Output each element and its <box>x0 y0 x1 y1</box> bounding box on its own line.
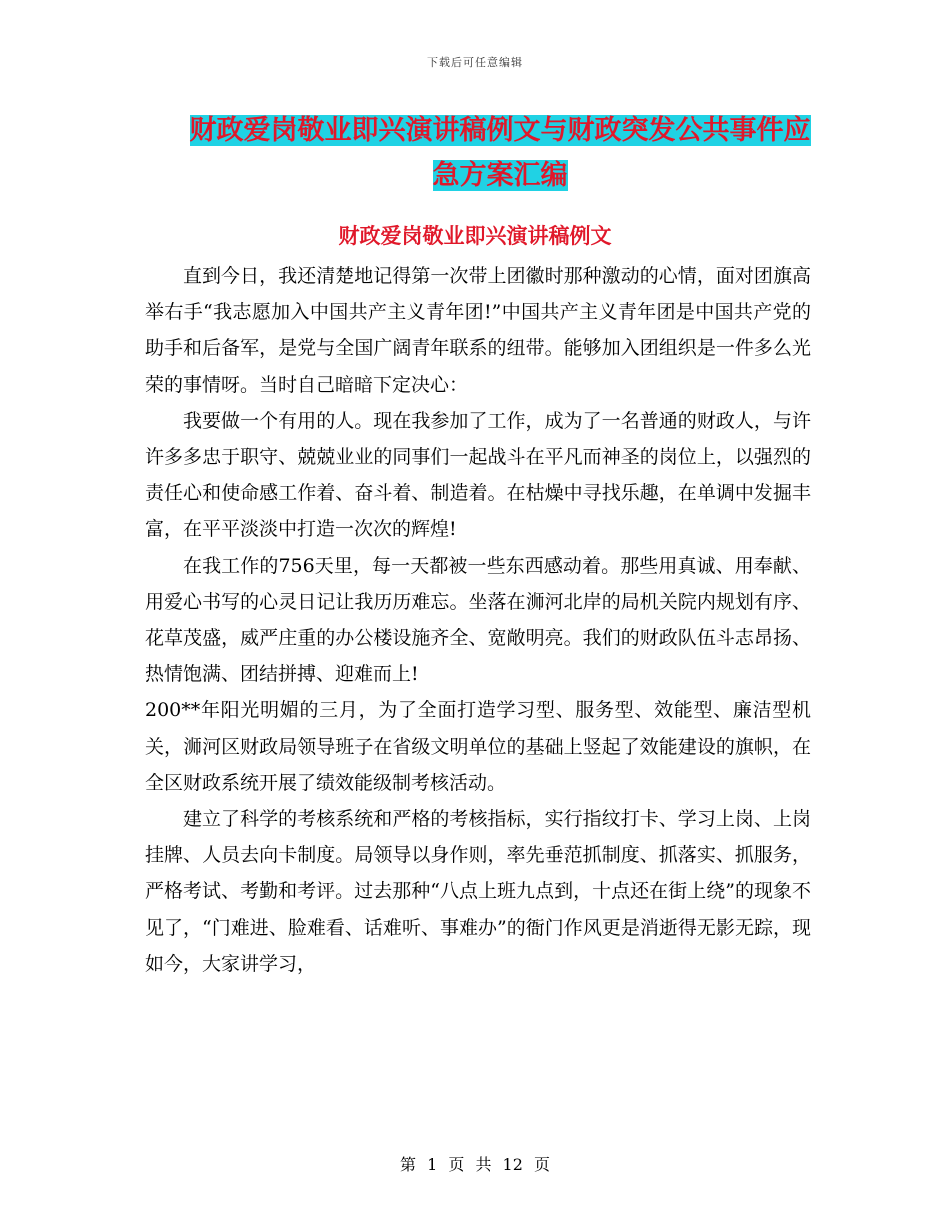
page-header-note: 下载后可任意编辑 <box>427 56 523 69</box>
section-title: 财政爱岗敬业即兴演讲稿例文 <box>338 224 612 248</box>
paragraph: 在我工作的756天里，每一天都被一些东西感动着。那些用真诚、用奉献、用爱心书写的心灵日记让我历历难忘。坐落在浉河北岸的局机关院内规划有序、花草茂盛，威严庄重的办公楼设施齐全、宽敞明亮。我们的财政队伍斗志昂扬、热情饱满、团结拼搏、迎难而上! <box>145 554 811 686</box>
paragraph: 我要做一个有用的人。现在我参加了工作，成为了一名普通的财政人，与许许多多忠于职守、兢兢业业的同事们一起战斗在平凡而神圣的岗位上，以强烈的责任心和使命感工作着、奋斗着、制造着。在枯燥中寻找乐趣，在单调中发掘丰富，在平平淡淡中打造一次次的辉煌! <box>145 409 811 541</box>
paragraph: 直到今日，我还清楚地记得第一次带上团徽时那种激动的心情，面对团旗高举右手“我志愿加入中国共产主义青年团!”中国共产主义青年团是中国共产党的助手和后备军，是党与全国广阔青年联系的纽带。能够加入团组织是一件多么光荣的事情呀。当时自己暗暗下定决心： <box>145 265 811 396</box>
body-text <box>145 258 811 982</box>
paragraph: 建立了科学的考核系统和严格的考核指标，实行指纹打卡、学习上岗、上岗挂牌、人员去向卡制度。局领导以身作则，率先垂范抓制度、抓落实、抓服务，严格考试、考勤和考评。过去那种“八点上班九点到，十点还在街上绕”的现象不见了，“门难进、脸难看、话难听、事难办”的衙门作风更是消逝得无影无踪，现如今，大家讲学习， <box>145 808 811 975</box>
document-title-line-2: 急方案汇编 <box>432 160 568 191</box>
page-footer: 第 1 页 共 12 页 <box>400 1155 550 1174</box>
document-title <box>150 108 850 198</box>
paragraph: 200**年阳光明媚的三月，为了全面打造学习型、服务型、效能型、廉洁型机关，浉河区财政局领导班子在省级文明单位的基础上竖起了效能建设的旗帜，在全区财政系统开展了绩效能级制考核活动。 <box>145 699 811 794</box>
document-title-line-1: 财政爱岗敬业即兴演讲稿例文与财政突发公共事件应 <box>189 115 811 146</box>
